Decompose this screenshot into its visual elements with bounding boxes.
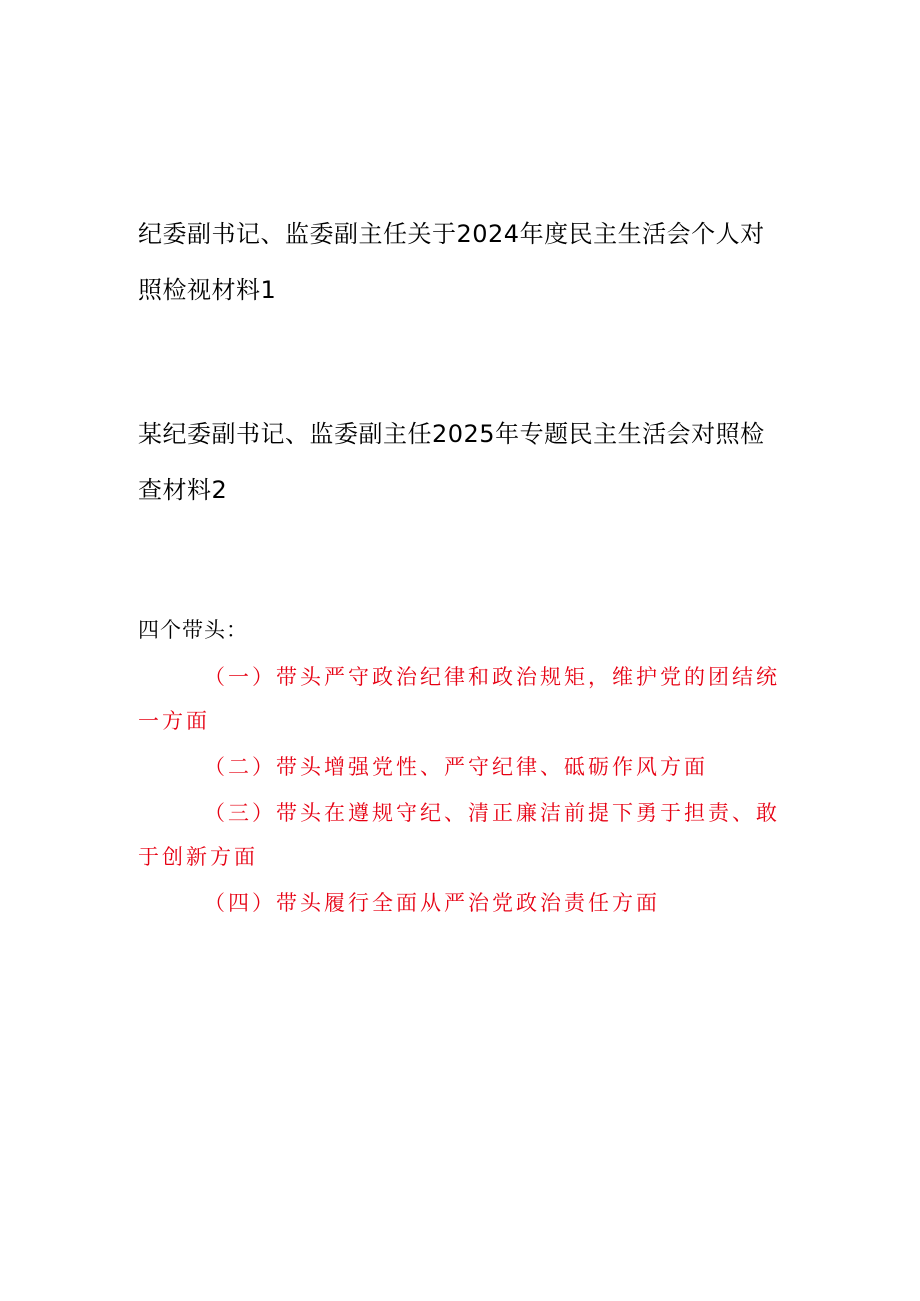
highlight-list xyxy=(138,655,786,927)
document-title-1: 纪委副书记、监委副主任关于2024年度民主生活会个人对照检视材料1 xyxy=(138,220,765,304)
section-heading: 四个带头： xyxy=(138,618,248,642)
list-item-2: （二）带头增强党性、严守纪律、砥砺作风方面 xyxy=(204,755,708,779)
document-title-2: 某纪委副书记、监委副主任2025年专题民主生活会对照检查材料2 xyxy=(138,420,765,504)
list-item-3: （三）带头在遵规守纪、清正廉洁前提下勇于担责、敢于创新方面 xyxy=(138,801,780,869)
list-item-1: （一）带头严守政治纪律和政治规矩，维护党的团结统一方面 xyxy=(138,665,780,733)
list-item-4: （四）带头履行全面从严治党政治责任方面 xyxy=(204,891,660,915)
